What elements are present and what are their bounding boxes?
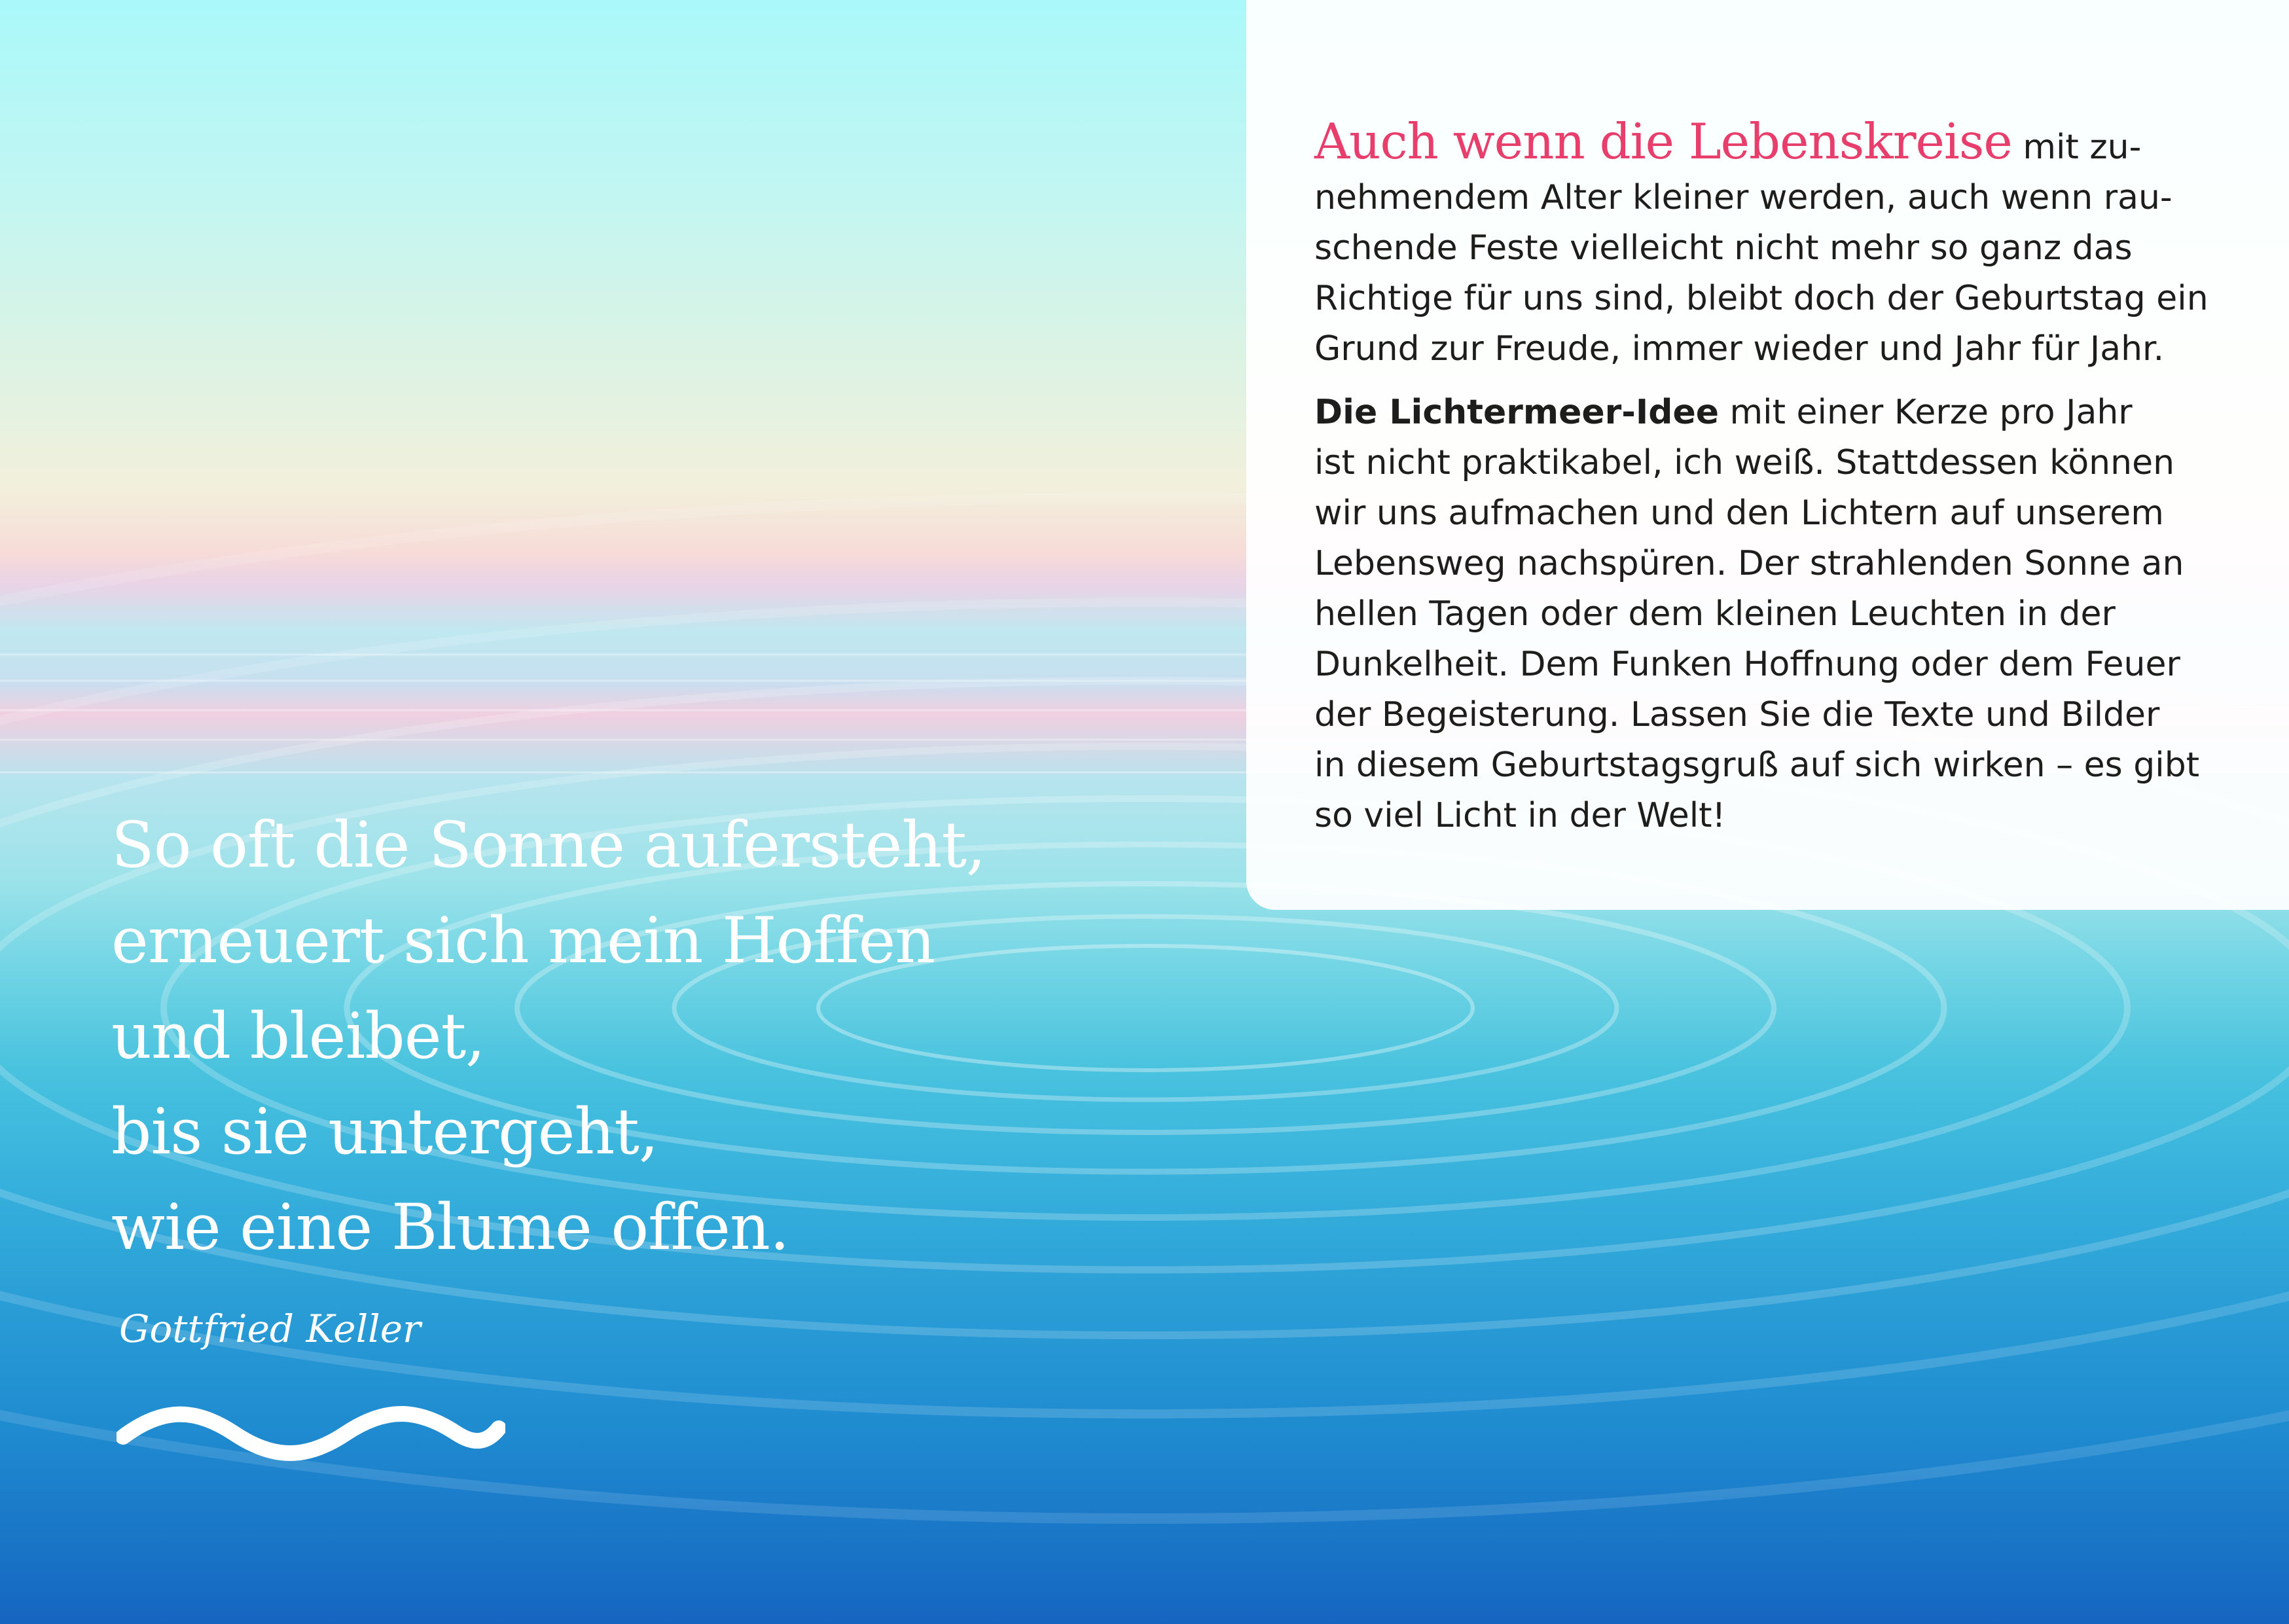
paragraph-2-lead: Die Lichtermeer-Idee — [1314, 393, 1719, 432]
wave-ornament-icon — [117, 1401, 505, 1466]
quote-poem — [111, 797, 1224, 1275]
intro-paragraph-1: Auch wenn die Lebenskreise mit zu- nehmendem Alter kleiner werden, auch wenn rau- schende Feste vielleicht nicht mehr so ganz das Richtige für uns sind, bleibt doch der Geburtstag ein Grund zur Freude, immer wieder und Jahr für Jahr. — [1314, 113, 2208, 369]
quote-line: bis sie untergeht, — [111, 1095, 658, 1168]
quote-line: und bleibet, — [111, 1000, 485, 1073]
paragraph-1-lead: Auch wenn die Lebenskreise — [1314, 113, 2012, 170]
intro-paragraph-2: Die Lichtermeer-Idee mit einer Kerze pro Jahr ist nicht praktikabel, ich weiß. Stattdessen können wir uns aufmachen und den Lichtern auf unserem Lebensweg nachspüren. Der strahlenden Sonne an hellen Tagen oder dem kleinen Leuchten in der Dunkelheit. Dem Funken Hoffnung oder dem Feuer der Begeisterung. Lassen Sie die Texte und Bilder in diesem Geburtstagsgruß auf sich wirken – es gibt so viel Licht in der Welt! — [1314, 393, 2200, 835]
quote-line: So oft die Sonne aufersteht, — [111, 808, 986, 882]
quote-author: Gottfried Keller — [119, 1307, 421, 1351]
quote-line: erneuert sich mein Hoffen — [111, 904, 935, 977]
quote-line: wie eine Blume offen. — [111, 1191, 789, 1264]
intro-text — [1314, 113, 2257, 854]
